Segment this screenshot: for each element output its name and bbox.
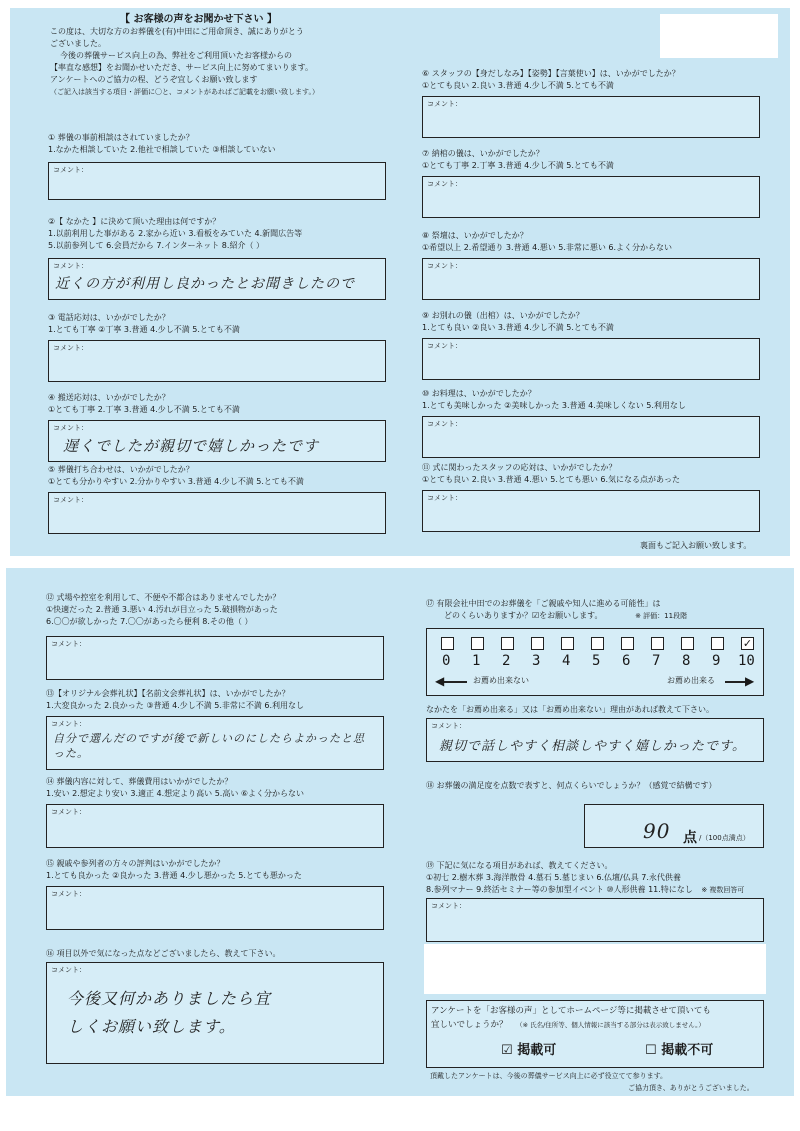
question-text: ⑥ スタッフの【身だしなみ】【姿勢】【言葉使い】は、いかがでしたか？ [422,69,680,78]
scale-checkbox-2[interactable] [501,637,514,650]
question-text: ⑧ 祭壇は、いかがでしたか？ [422,231,528,240]
handwritten-comment: 自分で選んだのですが後で新しいのにしたらよかったと思った。 [53,732,365,760]
comment-box-1[interactable] [48,162,386,200]
publish-question-line2 [431,1019,705,1031]
question-text: ⑮ 親戚や参列者の方々の評判はいかがでしたか？ [46,859,225,868]
scale-left-label: お薦め出来ない [473,676,529,685]
scale-checkbox-5[interactable] [591,637,604,650]
comment-box-16[interactable] [46,962,384,1064]
question-text: ⑩ お料理は、いかがでしたか？ [422,389,536,398]
comment-box-12[interactable] [46,636,384,680]
redaction-block [660,14,778,58]
question-text: ③ 電話応対は、いかがでしたか？ [48,313,170,322]
scale-right-label: お薦め出来る [667,676,715,685]
scale-checkbox-4[interactable] [561,637,574,650]
page-title: 【 お客様の声をお聞かせ下さい 】 [120,14,277,25]
scale-number-1: 1 [472,653,481,669]
score-unit: 点 [683,830,697,846]
question-18: ⑱ お葬儀の満足度を点数で表すと、何点くらいでしょうか？（感覚で結構です） [426,781,717,790]
score-box[interactable] [584,804,764,848]
comment-label: コメント： [427,494,462,502]
comment-label: コメント： [427,180,462,188]
comment-label: コメント： [53,496,88,504]
question-1 [48,132,276,156]
question-text: ⑲ 下記に気になる項目があれば、教えてください。 [426,861,613,870]
question-options: ①とても良い 2.良い 3.普通 4.少し不満 5.とても不満 [422,81,614,90]
question-10 [422,388,686,412]
redaction-block [424,944,766,994]
question-2 [48,216,302,252]
question-text: ④ 搬送応対は、いかがでしたか？ [48,393,170,402]
intro-line: アンケートへのご協力の程、どうぞ宜しくお願い致します [50,75,258,84]
scale-checkbox-6[interactable] [621,637,634,650]
scale-checkbox-3[interactable] [531,637,544,650]
reason-question: なかたを「お薦め出来る」又は「お薦め出来ない」理由があれば教えて下さい。 [426,705,714,714]
comment-label: コメント： [51,890,86,898]
yes-checkbox-icon: ☑ [501,1043,513,1058]
question-options: ①とても分かりやすい 2.分かりやすい 3.普通 4.少し不満 5.とても不満 [48,477,304,486]
comment-box-10[interactable] [422,416,760,458]
right-arrow-icon: ▶ [745,674,755,688]
question-text: ① 葬儀の事前相談はされていましたか？ [48,133,194,142]
question-6 [422,68,680,92]
question-text: ⑪ 式に関わったスタッフの応対は、いかがでしたか？ [422,463,617,472]
comment-box-8[interactable] [422,258,760,300]
question-options: ①とても丁寧 2.丁寧 3.普通 4.少し不満 5.とても不満 [422,161,614,170]
publish-question: アンケートを「お客様の声」としてホームページ等に掲載させて頂いても [431,1006,711,1016]
question-options: 1.なかた相談していた 2.他社で相談していた ③相談していない [48,145,276,154]
footer-line-1: 頂戴したアンケートは、今後の葬儀サービス向上に必ず役立てて参ります。 [430,1072,668,1080]
question-text: ⑫ 式場や控室を利用して、不便や不都合はありませんでしたか？ [46,593,281,602]
question-text: ⑰ 有限会社中田でのお葬儀を「ご親戚や知人に進める可能性」は [426,599,661,608]
comment-box-14[interactable] [46,804,384,848]
intro-line: （ご記入は該当する項目・評価に〇と、コメントがあればご記載をお願い致します。） [50,88,319,96]
question-7 [422,148,614,172]
left-arrow-line [443,681,467,683]
question-text: ⑤ 葬儀打ち合わせは、いかがでしたか？ [48,465,194,474]
comment-box-13[interactable] [46,716,384,770]
question-15 [46,858,302,882]
question-options: 1.大変良かった 2.良かった ③普通 4.少し不満 5.非常に不満 6.利用なし [46,701,305,710]
comment-label: コメント： [53,344,88,352]
question-text: ②【 なかた 】に決めて頂いた理由は何ですか？ [48,217,221,226]
scale-number-10: 10 [738,653,755,669]
scale-checkbox-7[interactable] [651,637,664,650]
question-text: ⑯ 項目以外で気になった点などございましたら、教えて下さい。 [46,949,281,958]
publish-no-option[interactable] [645,1039,713,1058]
comment-box-19[interactable] [426,898,764,942]
question-8 [422,230,672,254]
scale-number-9: 9 [712,653,721,669]
intro-line: 今後の葬儀サービス向上の為、弊社をご利用頂いたお客様からの [60,51,292,60]
publish-no-label: 掲載不可 [661,1043,714,1058]
question-options: 1.とても丁寧 ②丁寧 3.普通 4.少し不満 5.とても不満 [48,325,240,334]
question-5 [48,464,304,488]
comment-label: コメント： [431,902,466,910]
comment-box-7[interactable] [422,176,760,218]
comment-label: コメント： [431,722,466,730]
question-text: ⑦ 納棺の儀は、いかがでしたか？ [422,149,544,158]
comment-label: コメント： [427,420,462,428]
footer-line-2: ご協力頂き、ありがとうございました。 [628,1084,754,1092]
question-3 [48,312,240,336]
scale-number-4: 4 [562,653,571,669]
question-12 [46,592,280,628]
comment-label: コメント： [51,808,86,816]
intro-text [50,26,319,98]
question-19 [426,860,744,896]
survey-sheet-front [10,8,790,556]
question-options-text: 8.参列マナー 9.終活セミナー等の参加型イベント ⑩人形供養 11.特になし [426,885,693,894]
question-text: ⑭ 葬儀内容に対して、葬儀費用はいかがでしたか？ [46,777,233,786]
intro-line: この度は、大切な方のお葬儀を(有)中田にご用命頂き、誠にありがとう [50,27,304,36]
comment-label: コメント： [51,720,86,728]
handwritten-comment: 遅くでしたが親切で嬉しかったです [63,437,320,455]
scale-number-7: 7 [652,653,661,669]
question-options: 1.とても良かった ②良かった 3.普通 4.少し悪かった 5.とても悪かった [46,871,302,880]
question-options: 1.とても良い ②良い 3.普通 4.少し不満 5.とても不満 [422,323,614,332]
comment-box-9[interactable] [422,338,760,380]
comment-label: コメント： [427,342,462,350]
score-note: /（100点満点） [699,834,750,842]
question-14 [46,776,304,800]
comment-label: コメント： [427,100,462,108]
question-options: 1.とても美味しかった ②美味しかった 3.普通 4.美味しくない 5.利用なし [422,401,686,410]
scale-checkbox-8[interactable] [681,637,694,650]
privacy-note: （※ 氏名/住所等、個人情報に該当する部分は表示致しません。） [516,1021,705,1029]
comment-label: コメント： [53,262,88,270]
question-subtext: どのくらいありますか？☑をお願いします。 [444,611,603,620]
intro-line: 【率直な感想】をお聞かせいただき、サービス向上に努めてまいります。 [50,63,314,72]
publish-yes-option[interactable] [501,1039,556,1058]
question-options: ①希望以上 2.希望通り 3.普通 4.悪い 5.非常に悪い 6.よく分からない [422,243,673,252]
scale-checkbox-0[interactable] [441,637,454,650]
comment-label: コメント： [53,424,88,432]
comment-box-15[interactable] [46,886,384,930]
question-4 [48,392,240,416]
back-note: 裏面もご記入お願い致します。 [640,541,752,550]
comment-box-4[interactable] [48,420,386,462]
question-options [426,884,744,896]
handwritten-comment: 近くの方が利用し良かったとお聞きしたので [55,276,355,292]
no-checkbox-icon: ☐ [645,1043,657,1058]
question-text: ⑬【オリジナル会葬礼状】【名前文会葬礼状】は、いかがでしたか？ [46,689,290,698]
comment-label: コメント： [427,262,462,270]
question-options: ①快適だった 2.普通 3.悪い 4.汚れが目立った 5.破損物があった [46,605,278,614]
comment-label: コメント： [53,166,88,174]
question-options: 1.以前利用した事がある 2.家から近い 3.看板をみていた 4.新聞広告等 [48,229,303,238]
question-options: ①とても良い 2.良い 3.普通 4.悪い 5.とても悪い 6.気になる点があった [422,475,680,484]
comment-label: コメント： [51,640,86,648]
survey-sheet-back [6,568,794,1096]
left-arrow-icon: ◀ [435,674,445,688]
handwritten-comment: 親切で話しやすく相談しやすく嬉しかったです。 [439,739,746,754]
scale-number-3: 3 [532,653,541,669]
scale-number-2: 2 [502,653,511,669]
publish-permission-box [426,1000,764,1068]
comment-label: コメント： [51,966,86,974]
scale-number-6: 6 [622,653,631,669]
comment-box-3[interactable] [48,340,386,382]
scale-number-5: 5 [592,653,601,669]
question-options: 1.安い 2.想定より安い 3.適正 4.想定より高い 5.高い ⑥よく分からない [46,789,305,798]
publish-question-text: 宜しいでしょうか？ [431,1020,508,1030]
reason-comment-box[interactable] [426,718,764,762]
question-17 [426,598,687,622]
scale-checkbox-9[interactable] [711,637,724,650]
multi-answer-note: ※ 複数回答可 [701,886,745,894]
question-text: ⑨ お別れの儀（出棺）は、いかがでしたか？ [422,311,584,320]
question-options: ①初七 2.樹木葬 3.海洋散骨 4.墓石 5.墓じまい 6.仏壇/仏具 7.永代供養 [426,873,681,882]
question-options: 5.以前参列して 6.会員だから 7.インターネット 8.紹介（ ） [48,241,264,250]
comment-box-6[interactable] [422,96,760,138]
comment-box-5[interactable] [48,492,386,534]
scale-note: ※ 評価：11段階 [635,612,688,620]
publish-yes-label: 掲載可 [517,1043,557,1058]
scale-checkbox-1[interactable] [471,637,484,650]
scale-checkbox-10[interactable]: ✓ [742,637,753,650]
question-9 [422,310,614,334]
comment-box-2[interactable] [48,258,386,300]
scale-number-8: 8 [682,653,691,669]
score-value: 90 [643,819,671,843]
question-options: ①とても丁寧 2.丁寧 3.普通 4.少し不満 5.とても不満 [48,405,240,414]
question-11 [422,462,680,486]
handwritten-comment: 今後又何かありましたら宜しくお願い致します。 [67,989,272,1036]
recommend-scale [426,628,764,696]
question-13 [46,688,304,712]
question-options: 6.〇〇が欲しかった 7.〇〇があったら便利 8.その他（ ） [46,617,253,626]
comment-box-11[interactable] [422,490,760,532]
question-text [426,610,687,622]
question-16 [46,948,281,960]
scale-number-0: 0 [442,653,451,669]
intro-line: ございました。 [50,39,106,48]
